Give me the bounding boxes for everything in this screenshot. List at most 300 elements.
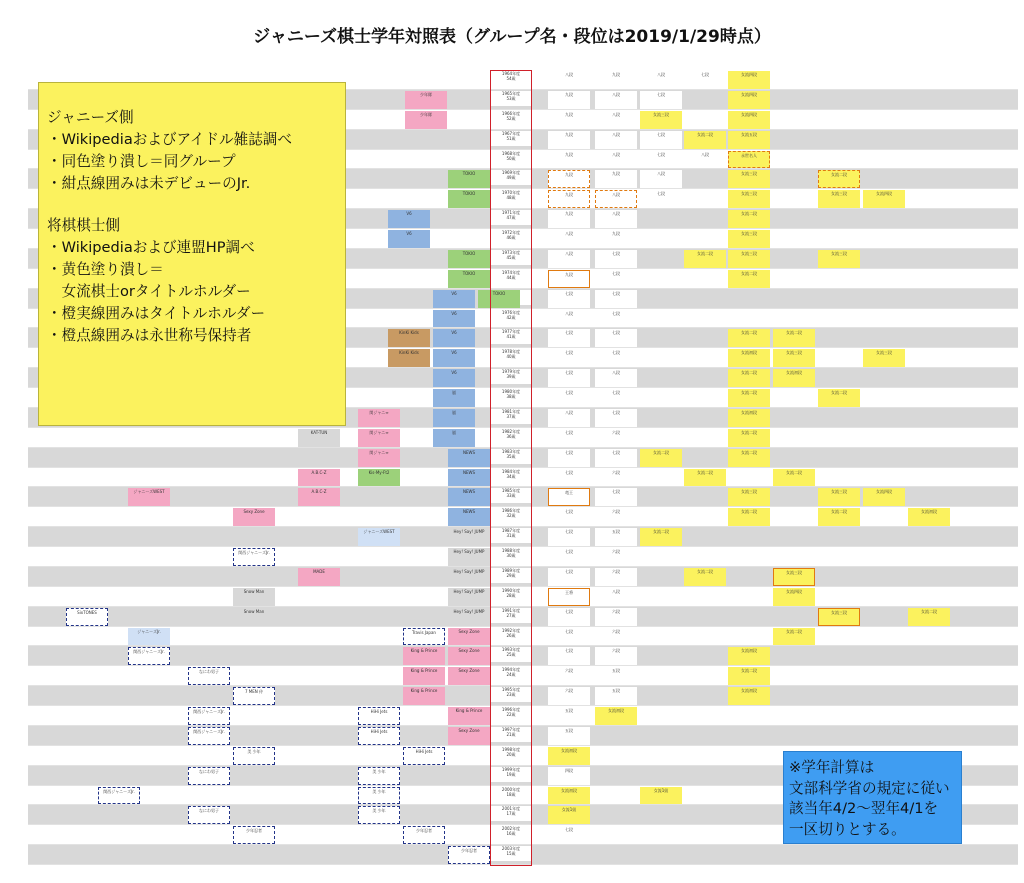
year-label: 1993年度 xyxy=(501,647,521,653)
age-label: 20歳 xyxy=(506,751,516,757)
person-cell: なにわ男子 xyxy=(188,667,230,685)
person-cell: 八段 xyxy=(640,170,682,188)
person-cell: 美 少年 xyxy=(233,747,275,765)
person-cell: 嵐 xyxy=(433,389,475,407)
year-label: 1998年度 xyxy=(501,746,521,752)
year-label: 1965年度 xyxy=(501,90,521,96)
person-cell: 七段 xyxy=(548,290,590,308)
legend-box xyxy=(38,82,346,426)
year-cell xyxy=(491,608,531,623)
person-cell: Travis Japan xyxy=(403,628,445,646)
age-label: 26歳 xyxy=(506,632,516,638)
year-label: 1984年度 xyxy=(501,468,521,474)
person-cell: ジャニーズWEST xyxy=(358,528,400,546)
person-cell: Hey! Say! JUMP xyxy=(448,608,490,626)
person-cell: 女流三段 xyxy=(773,568,815,586)
person-cell: 六段 xyxy=(595,508,637,526)
person-cell: 八段 xyxy=(595,588,637,606)
person-cell: KinKi Kids xyxy=(388,349,430,367)
person-cell: 女流三段 xyxy=(818,488,860,506)
person-cell: 七段 xyxy=(595,389,637,407)
person-cell: 八段 xyxy=(548,310,590,328)
person-cell: 七段 xyxy=(595,349,637,367)
person-cell: Sexy Zone xyxy=(233,508,275,526)
year-label: 1982年度 xyxy=(501,428,521,434)
person-cell: 七段 xyxy=(548,568,590,586)
person-cell: KinKi Kids xyxy=(388,329,430,347)
person-cell: 竜王 xyxy=(548,488,590,506)
person-cell: V6 xyxy=(433,349,475,367)
person-cell: NEWS xyxy=(448,449,490,467)
person-cell: 女流五段 xyxy=(728,131,770,149)
person-cell: 八段 xyxy=(548,409,590,427)
person-cell: 女流二段 xyxy=(728,667,770,685)
person-cell: HiHi Jets xyxy=(403,747,445,765)
legend-line: ・黄色塗り潰し＝ xyxy=(47,261,164,278)
person-cell: 八段 xyxy=(595,111,637,129)
year-label: 1968年度 xyxy=(501,150,521,156)
person-cell: ジャニーズJr. xyxy=(128,628,170,646)
person-cell: 女流二段 xyxy=(773,329,815,347)
person-cell: V6 xyxy=(433,329,475,347)
year-cell xyxy=(491,647,531,662)
person-cell: NEWS xyxy=(448,488,490,506)
person-cell: 八段 xyxy=(548,71,590,89)
person-cell: 女流三段 xyxy=(728,170,770,188)
year-label: 1988年度 xyxy=(501,548,521,553)
person-cell: SixTONES xyxy=(66,608,108,626)
person-cell: KAT-TUN xyxy=(298,429,340,447)
person-cell: 関西ジャニーズJr. xyxy=(233,548,275,566)
table-row xyxy=(28,527,1018,547)
person-cell: HiHi Jets xyxy=(358,727,400,745)
person-cell: 八段 xyxy=(640,71,682,89)
year-label: 1978年度 xyxy=(501,349,521,355)
note-line: 文部科学省の規定に従い xyxy=(789,779,950,797)
person-cell: 七段 xyxy=(595,290,637,308)
age-label: 44歳 xyxy=(506,274,516,280)
year-label: 2000年度 xyxy=(501,786,521,792)
person-cell: 女流初段 xyxy=(908,508,950,526)
person-cell: 九段 xyxy=(595,71,637,89)
year-cell xyxy=(491,846,531,861)
person-cell: 女流四段 xyxy=(863,190,905,208)
person-cell: Sexy Zone xyxy=(448,667,490,685)
person-cell: 七段 xyxy=(640,190,682,208)
table-row xyxy=(28,706,1018,726)
person-cell: 七段 xyxy=(595,270,637,288)
person-cell: 女流二段 xyxy=(773,469,815,487)
person-cell: Hey! Say! JUMP xyxy=(448,528,490,546)
year-cell xyxy=(491,329,531,344)
year-cell xyxy=(491,409,531,424)
age-label: 36歳 xyxy=(506,433,516,439)
year-label: 1967年度 xyxy=(501,130,521,136)
legend-line: ・橙実線囲みはタイトルホルダー xyxy=(47,305,266,322)
person-cell: 関西ジャニーズJr. xyxy=(98,787,140,805)
person-cell: 女流二段 xyxy=(684,469,726,487)
year-cell xyxy=(491,230,531,245)
year-label: 1973年度 xyxy=(501,249,521,255)
person-cell: 関ジャニ∞ xyxy=(358,449,400,467)
person-cell: 少年忍者 xyxy=(448,846,490,864)
person-cell: 七段 xyxy=(548,349,590,367)
age-label: 52歳 xyxy=(506,115,516,121)
year-cell xyxy=(491,767,531,782)
year-cell xyxy=(491,469,531,484)
person-cell: 女流三段 xyxy=(728,488,770,506)
person-cell: TOKIO xyxy=(448,270,490,288)
person-cell: 女流初段 xyxy=(595,707,637,725)
person-cell: V6 xyxy=(388,210,430,228)
year-label: 1990年度 xyxy=(501,587,521,593)
person-cell: 女流四段 xyxy=(728,71,770,89)
person-cell: 女流二段 xyxy=(684,250,726,268)
year-cell xyxy=(491,787,531,802)
person-cell: 女流二段 xyxy=(818,508,860,526)
age-label: 30歳 xyxy=(506,553,516,558)
person-cell: MADE xyxy=(298,568,340,586)
person-cell: 女流三段 xyxy=(863,349,905,367)
year-cell xyxy=(491,151,531,166)
person-cell: 九段 xyxy=(548,91,590,109)
year-cell xyxy=(491,488,531,503)
year-label: 1981年度 xyxy=(501,408,521,414)
person-cell: 女流三段 xyxy=(728,250,770,268)
person-cell: King & Prince xyxy=(403,687,445,705)
person-cell: 女流二段 xyxy=(728,270,770,288)
person-cell: TOKIO xyxy=(448,250,490,268)
person-cell: 女流二段 xyxy=(818,389,860,407)
person-cell: なにわ男子 xyxy=(188,767,230,785)
age-label: 40歳 xyxy=(506,354,516,360)
person-cell: 女流二段 xyxy=(684,568,726,586)
person-cell: 七段 xyxy=(595,250,637,268)
person-cell: 八段 xyxy=(684,151,726,169)
year-cell xyxy=(491,369,531,384)
age-label: 38歳 xyxy=(506,394,516,399)
person-cell: TOKIO xyxy=(478,290,520,308)
person-cell: 九段 xyxy=(548,131,590,149)
person-cell: 五段 xyxy=(595,528,637,546)
note-line: 一区切りとする。 xyxy=(789,820,906,838)
person-cell: 五段 xyxy=(548,707,590,725)
year-label: 1992年度 xyxy=(501,627,521,633)
person-cell: 女流二段 xyxy=(640,528,682,546)
person-cell: 七段 xyxy=(640,91,682,109)
person-cell: 六段 xyxy=(595,429,637,447)
year-label: 1996年度 xyxy=(501,707,521,712)
age-label: 21歳 xyxy=(506,731,516,737)
table-row xyxy=(28,487,1018,507)
year-label: 1979年度 xyxy=(501,369,521,375)
person-cell: 七段 xyxy=(548,608,590,626)
person-cell: 関西ジャニーズJr. xyxy=(188,727,230,745)
person-cell: 女流三段 xyxy=(818,190,860,208)
person-cell: 七段 xyxy=(548,449,590,467)
person-cell: 八段 xyxy=(595,190,637,208)
person-cell: 七段 xyxy=(548,469,590,487)
person-cell: 七段 xyxy=(548,548,590,566)
person-cell: 八段 xyxy=(595,151,637,169)
legend-line: 女流棋士orタイトルホルダー xyxy=(47,283,251,300)
age-label: 15歳 xyxy=(506,851,516,857)
year-cell xyxy=(491,548,531,563)
person-cell: 七段 xyxy=(595,488,637,506)
age-label: 32歳 xyxy=(506,513,516,519)
year-label: 1999年度 xyxy=(501,766,521,772)
age-label: 50歳 xyxy=(506,155,516,161)
person-cell: V6 xyxy=(433,290,475,308)
person-cell: 九段 xyxy=(595,230,637,248)
table-row xyxy=(28,468,1018,488)
age-label: 42歳 xyxy=(506,314,516,320)
age-label: 18歳 xyxy=(506,791,516,797)
person-cell: 七段 xyxy=(548,369,590,387)
person-cell: 王将 xyxy=(548,588,590,606)
person-cell: 五段 xyxy=(595,687,637,705)
table-row xyxy=(28,666,1018,686)
legend-line: ・Wikipediaおよびアイドル雑誌調べ xyxy=(47,131,292,148)
person-cell: 七段 xyxy=(548,389,590,407)
year-label: 1983年度 xyxy=(501,448,521,454)
person-cell: King & Prince xyxy=(448,707,490,725)
person-cell: 女流初段 xyxy=(548,787,590,805)
year-label: 2002年度 xyxy=(501,826,521,832)
person-cell: 嵐 xyxy=(433,409,475,427)
year-label: 1966年度 xyxy=(501,110,521,116)
person-cell: 七段 xyxy=(548,826,590,844)
age-label: 51歳 xyxy=(506,135,516,141)
table-row xyxy=(28,507,1018,527)
year-cell xyxy=(491,349,531,364)
person-cell: 六段 xyxy=(548,687,590,705)
table-row xyxy=(28,726,1018,746)
person-cell: 六段 xyxy=(595,628,637,646)
person-cell: 七段 xyxy=(548,647,590,665)
year-cell xyxy=(491,747,531,762)
table-row xyxy=(28,686,1018,706)
year-label: 1972年度 xyxy=(501,230,521,235)
person-cell: 美 少年 xyxy=(358,806,400,824)
person-cell: 七段 xyxy=(640,131,682,149)
table-row xyxy=(28,567,1018,587)
person-cell: 七段 xyxy=(640,151,682,169)
note-box xyxy=(783,751,962,844)
table-row xyxy=(28,547,1018,567)
person-cell: 六段 xyxy=(548,667,590,685)
person-cell: 女流二段 xyxy=(728,429,770,447)
person-cell: 女流三段 xyxy=(818,608,860,626)
age-label: 49歳 xyxy=(506,175,516,181)
year-label: 1969年度 xyxy=(501,170,521,176)
age-label: 48歳 xyxy=(506,195,516,201)
person-cell: 八段 xyxy=(595,210,637,228)
year-cell xyxy=(491,210,531,225)
person-cell: NEWS xyxy=(448,508,490,526)
person-cell: 女流三段 xyxy=(640,111,682,129)
age-label: 37歳 xyxy=(506,413,516,419)
person-cell: 六段 xyxy=(595,568,637,586)
person-cell: 女流初段 xyxy=(773,369,815,387)
person-cell: 関ジャニ∞ xyxy=(358,409,400,427)
person-cell: 美 少年 xyxy=(358,787,400,805)
person-cell: 九段 xyxy=(548,210,590,228)
person-cell: 少年忍者 xyxy=(233,826,275,844)
person-cell: 関西ジャニーズJr. xyxy=(128,647,170,665)
person-cell: 八段 xyxy=(548,230,590,248)
year-cell xyxy=(491,170,531,185)
age-label: 35歳 xyxy=(506,453,516,459)
table-row xyxy=(28,607,1018,627)
person-cell: 少年隊 xyxy=(405,91,447,109)
person-cell: 永世名人 xyxy=(728,151,770,169)
person-cell: 女流二段 xyxy=(728,508,770,526)
year-label: 1987年度 xyxy=(501,528,521,534)
person-cell: Snow Man xyxy=(233,588,275,606)
person-cell: 女流二段 xyxy=(728,449,770,467)
person-cell: 女流1級 xyxy=(548,806,590,824)
person-cell: 七段 xyxy=(548,628,590,646)
age-label: 19歳 xyxy=(506,771,516,777)
age-label: 17歳 xyxy=(506,811,516,817)
age-label: 34歳 xyxy=(506,473,516,479)
year-cell xyxy=(491,687,531,702)
person-cell: 九段 xyxy=(548,170,590,188)
person-cell: 八段 xyxy=(595,369,637,387)
person-cell: 関西ジャニーズJr. xyxy=(188,707,230,725)
person-cell: 女流二段 xyxy=(818,170,860,188)
person-cell: 六段 xyxy=(595,548,637,566)
age-label: 54歳 xyxy=(506,76,516,81)
person-cell: 六段 xyxy=(595,647,637,665)
person-cell: 六段 xyxy=(595,469,637,487)
year-cell xyxy=(491,131,531,146)
person-cell: 少年忍者 xyxy=(403,826,445,844)
age-label: 45歳 xyxy=(506,254,516,260)
person-cell: 女流三段 xyxy=(728,230,770,248)
year-cell xyxy=(491,667,531,682)
person-cell: 九段 xyxy=(595,170,637,188)
person-cell: 女流三段 xyxy=(818,250,860,268)
year-label: 1977年度 xyxy=(501,329,521,335)
year-cell xyxy=(491,190,531,205)
age-label: 41歳 xyxy=(506,334,516,340)
table-row xyxy=(28,428,1018,448)
legend-line: ・Wikipediaおよび連盟HP調べ xyxy=(47,239,255,256)
person-cell: 七段 xyxy=(684,71,726,89)
legend-line: ・同色塗り潰し＝同グループ xyxy=(47,153,236,170)
year-label: 1997年度 xyxy=(501,726,521,732)
person-cell: 女流二段 xyxy=(640,449,682,467)
age-label: 28歳 xyxy=(506,592,516,598)
age-label: 47歳 xyxy=(506,215,516,221)
person-cell: Snow Man xyxy=(233,608,275,626)
year-label: 1994年度 xyxy=(501,667,521,673)
person-cell: 四段 xyxy=(548,767,590,785)
year-cell xyxy=(491,588,531,603)
person-cell: 女流四段 xyxy=(773,588,815,606)
year-label: 1976年度 xyxy=(501,309,521,315)
year-cell xyxy=(491,429,531,444)
year-cell xyxy=(491,806,531,821)
year-label: 2001年度 xyxy=(501,806,521,812)
legend-line: ジャニーズ側 xyxy=(47,109,134,126)
person-cell: なにわ男子 xyxy=(188,806,230,824)
person-cell: 七段 xyxy=(595,310,637,328)
person-cell: V6 xyxy=(433,310,475,328)
person-cell: 八段 xyxy=(595,131,637,149)
age-label: 33歳 xyxy=(506,493,516,499)
person-cell: 九段 xyxy=(548,111,590,129)
person-cell: 九段 xyxy=(548,151,590,169)
age-label: 53歳 xyxy=(506,95,516,101)
person-cell: HiHi Jets xyxy=(358,707,400,725)
year-label: 1964年度 xyxy=(501,71,521,76)
person-cell: 女流初段 xyxy=(728,687,770,705)
table-row xyxy=(28,587,1018,607)
legend-line: ・紺点線囲みは未デビューのJr. xyxy=(47,175,251,192)
person-cell: 嵐 xyxy=(433,429,475,447)
year-label: 2003年度 xyxy=(501,846,521,852)
person-cell: 女流二段 xyxy=(728,329,770,347)
person-cell: 女流初段 xyxy=(548,747,590,765)
year-cell xyxy=(491,727,531,742)
year-label: 1995年度 xyxy=(501,687,521,693)
year-label: 1980年度 xyxy=(501,389,521,394)
person-cell: 女流二段 xyxy=(773,628,815,646)
age-label: 23歳 xyxy=(506,692,516,698)
year-cell xyxy=(491,389,531,404)
year-cell xyxy=(491,508,531,523)
year-cell xyxy=(491,707,531,722)
person-cell: Hey! Say! JUMP xyxy=(448,568,490,586)
person-cell: TOKIO xyxy=(448,170,490,188)
person-cell: V6 xyxy=(433,369,475,387)
age-label: 46歳 xyxy=(506,235,516,240)
person-cell: 女流初段 xyxy=(728,409,770,427)
person-cell: 女流二段 xyxy=(908,608,950,626)
person-cell: 女流二段 xyxy=(728,389,770,407)
person-cell: 七段 xyxy=(595,409,637,427)
person-cell: 女流四段 xyxy=(863,488,905,506)
year-cell xyxy=(491,270,531,285)
person-cell: 八段 xyxy=(595,91,637,109)
year-cell xyxy=(491,111,531,126)
person-cell: Sexy Zone xyxy=(448,647,490,665)
person-cell: 七段 xyxy=(548,429,590,447)
person-cell: Sexy Zone xyxy=(448,628,490,646)
year-label: 1991年度 xyxy=(501,607,521,613)
person-cell: NEWS xyxy=(448,469,490,487)
person-cell: V6 xyxy=(388,230,430,248)
person-cell: 女流二段 xyxy=(728,369,770,387)
year-label: 1970年度 xyxy=(501,190,521,196)
person-cell: 六段 xyxy=(595,608,637,626)
person-cell: A.B.C-Z xyxy=(298,488,340,506)
person-cell: Hey! Say! JUMP xyxy=(448,588,490,606)
year-label: 1985年度 xyxy=(501,488,521,494)
year-label: 1989年度 xyxy=(501,567,521,573)
year-cell xyxy=(491,250,531,265)
page-title: ジャニーズ棋士学年対照表（グループ名・段位は2019/1/29時点） xyxy=(253,27,771,47)
age-label: 22歳 xyxy=(506,712,516,717)
person-cell: 七段 xyxy=(595,449,637,467)
year-cell xyxy=(491,628,531,643)
person-cell: Sexy Zone xyxy=(448,727,490,745)
person-cell: 女流二段 xyxy=(728,210,770,228)
age-label: 16歳 xyxy=(506,831,516,837)
